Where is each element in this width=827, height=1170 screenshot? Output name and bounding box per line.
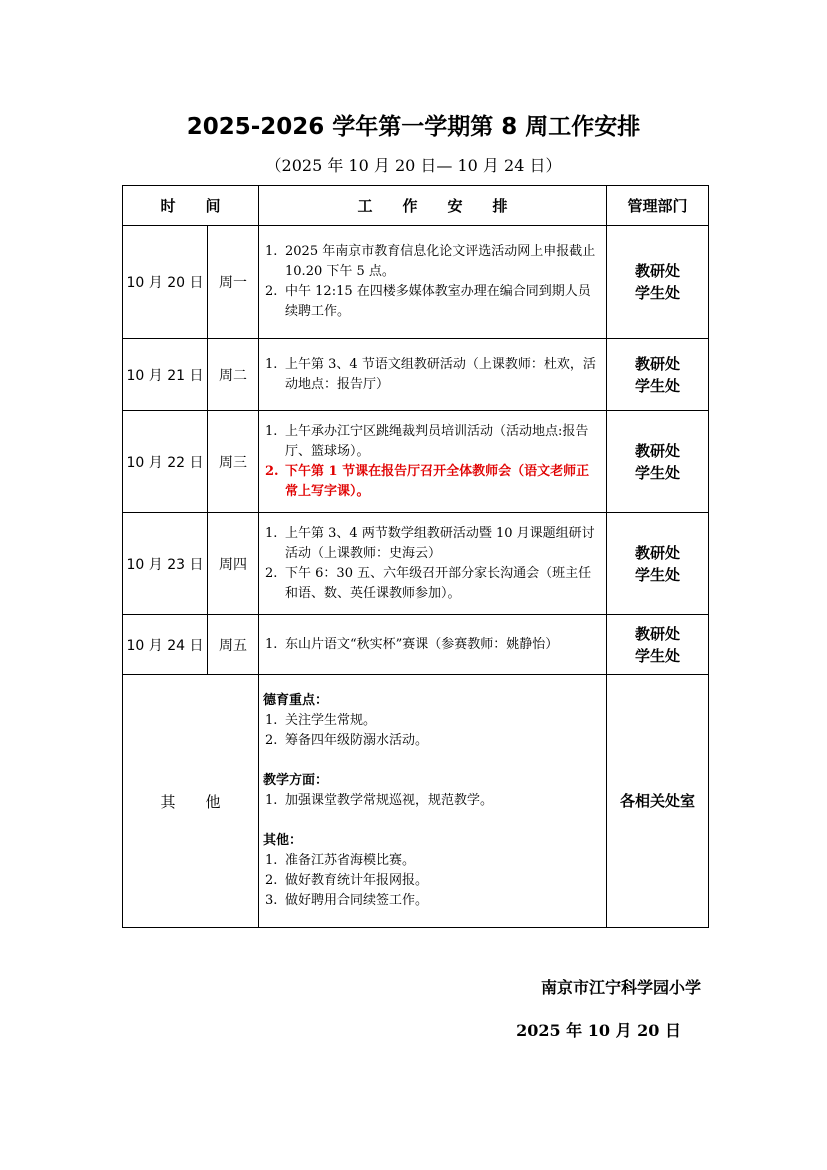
row-work — [259, 615, 607, 675]
schedule-table — [122, 185, 709, 928]
section-title: 教学方面： — [263, 773, 329, 788]
section-title: 其他： — [263, 833, 303, 848]
row-dept: 教研处 学生处 — [607, 513, 709, 615]
work-item: 2. 中午 12:15 在四楼多媒体教室办理在编合同到期人员续聘工作。 — [265, 284, 591, 319]
row-work — [259, 226, 607, 339]
work-item: 2. 做好教育统计年报网报。 — [265, 873, 429, 888]
school-signature: 南京市江宁科学园小学 — [540, 978, 701, 997]
table-row — [123, 226, 709, 339]
work-item: 1. 关注学生常规。 — [265, 713, 377, 728]
row-weekday: 周四 — [208, 513, 259, 615]
table-row — [123, 513, 709, 615]
row-date: 10 月 21 日 — [123, 339, 208, 411]
other-work — [259, 675, 607, 928]
other-dept: 各相关处室 — [607, 675, 709, 928]
row-date: 10 月 23 日 — [123, 513, 208, 615]
table-row — [123, 411, 709, 513]
header-dept: 管理部门 — [607, 186, 709, 226]
date-range: （2025 年 10 月 20 日— 10 月 24 日） — [265, 156, 562, 175]
header-time: 时 间 — [123, 186, 259, 226]
row-weekday: 周二 — [208, 339, 259, 411]
work-item: 1. 准备江苏省海模比赛。 — [265, 853, 416, 868]
row-dept: 教研处 学生处 — [607, 411, 709, 513]
work-item: 1. 2025 年南京市教育信息化论文评选活动网上申报截止 10.20 下午 5 点。 — [265, 244, 596, 279]
other-row — [123, 675, 709, 928]
work-item: 3. 做好聘用合同续签工作。 — [265, 893, 429, 908]
signature-date: 2025 年 10 月 20 日 — [516, 1021, 681, 1040]
row-dept: 教研处 学生处 — [607, 339, 709, 411]
work-item: 1. 上午第 3、4 两节数学组教研活动暨 10 月课题组研讨活动（上课教师：史海云） — [265, 525, 595, 561]
row-date: 10 月 22 日 — [123, 411, 208, 513]
work-item: 1. 上午第 3、4 节语文组教研活动（上课教师：杜欢，活动地点：报告厅） — [265, 356, 596, 392]
table-row — [123, 339, 709, 411]
work-item: 2. 下午 6：30 五、六年级召开部分家长沟通会（班主任和语、数、英任课教师参加）。 — [265, 565, 592, 601]
work-item: 1. 东山片语文“秋实杯”赛课（参赛教师：姚静怡） — [265, 636, 559, 652]
table-header-row — [123, 186, 709, 226]
row-work — [259, 339, 607, 411]
row-dept: 教研处 学生处 — [607, 615, 709, 675]
work-item: 1. 加强课堂教学常规巡视，规范教学。 — [265, 793, 494, 808]
header-work: 工 作 安 排 — [259, 186, 607, 226]
table-row — [123, 615, 709, 675]
row-date: 10 月 20 日 — [123, 226, 208, 339]
row-weekday: 周一 — [208, 226, 259, 339]
row-date: 10 月 24 日 — [123, 615, 208, 675]
row-work — [259, 411, 607, 513]
section-title: 德育重点： — [263, 693, 329, 708]
work-item: 2. 筹备四年级防溺水活动。 — [265, 733, 429, 748]
work-item: 1. 上午承办江宁区跳绳裁判员培训活动（活动地点:报告厅、篮球场）。 — [265, 423, 589, 459]
row-weekday: 周三 — [208, 411, 259, 513]
row-weekday: 周五 — [208, 615, 259, 675]
document-title: 2025-2026 学年第一学期第 8 周工作安排 — [186, 114, 641, 140]
row-work — [259, 513, 607, 615]
work-item-highlight: 2. 下午第 1 节课在报告厅召开全体教师会（语文老师正常上写字课）。 — [265, 463, 590, 499]
other-label: 其 他 — [123, 675, 259, 928]
row-dept: 教研处 学生处 — [607, 226, 709, 339]
